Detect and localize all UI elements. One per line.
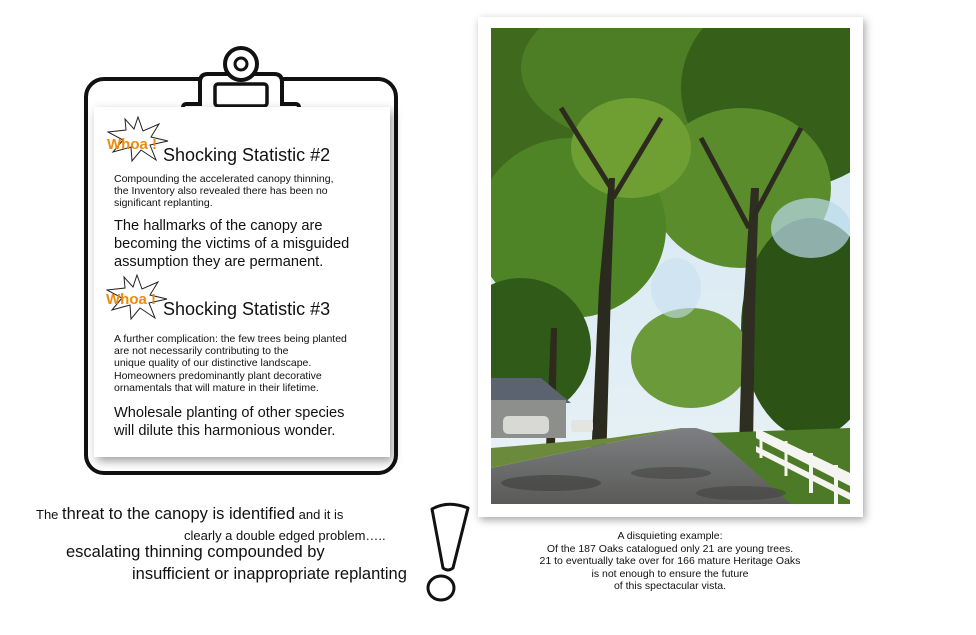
stat-body: A further complication: the few trees being planted are not necessarily contributing to the unique quality of our distinctive landscape. Homeowners predominantly plant decorative ornamentals that will mature in their lifetime. xyxy=(114,333,347,394)
threat-line-3: escalating thinning compounded by xyxy=(66,543,325,561)
threat-line-4: insufficient or inappropriate replanting xyxy=(132,565,407,583)
oak-street-photo xyxy=(491,28,850,504)
whoa-label: Whoa ! xyxy=(107,136,157,153)
exclamation-icon xyxy=(420,500,476,606)
statistics-sheet xyxy=(94,107,390,457)
stat-emphasis: The hallmarks of the canopy are becoming the victims of a misguided assumption they are permanent. xyxy=(114,218,350,270)
stat-body: Compounding the accelerated canopy thinning, the Inventory also revealed there has been no significant replanting. xyxy=(114,173,334,210)
stat-emphasis: Wholesale planting of other species will dilute this harmonious wonder. xyxy=(114,405,345,439)
stat-title: Shocking Statistic #3 xyxy=(163,299,331,319)
whoa-label: Whoa ! xyxy=(106,291,156,308)
stat-title: Shocking Statistic #2 xyxy=(163,145,331,165)
threat-line-2: clearly a double edged problem….. xyxy=(184,528,386,543)
threat-line-1: The threat to the canopy is identified and it is xyxy=(36,505,344,523)
photo-caption: A disquieting example: Of the 187 Oaks catalogued only 21 are young trees. 21 to eventually take over for 166 mature Heritage Oaks is not enough to ensure the future of this spectacular vista. xyxy=(539,530,801,593)
